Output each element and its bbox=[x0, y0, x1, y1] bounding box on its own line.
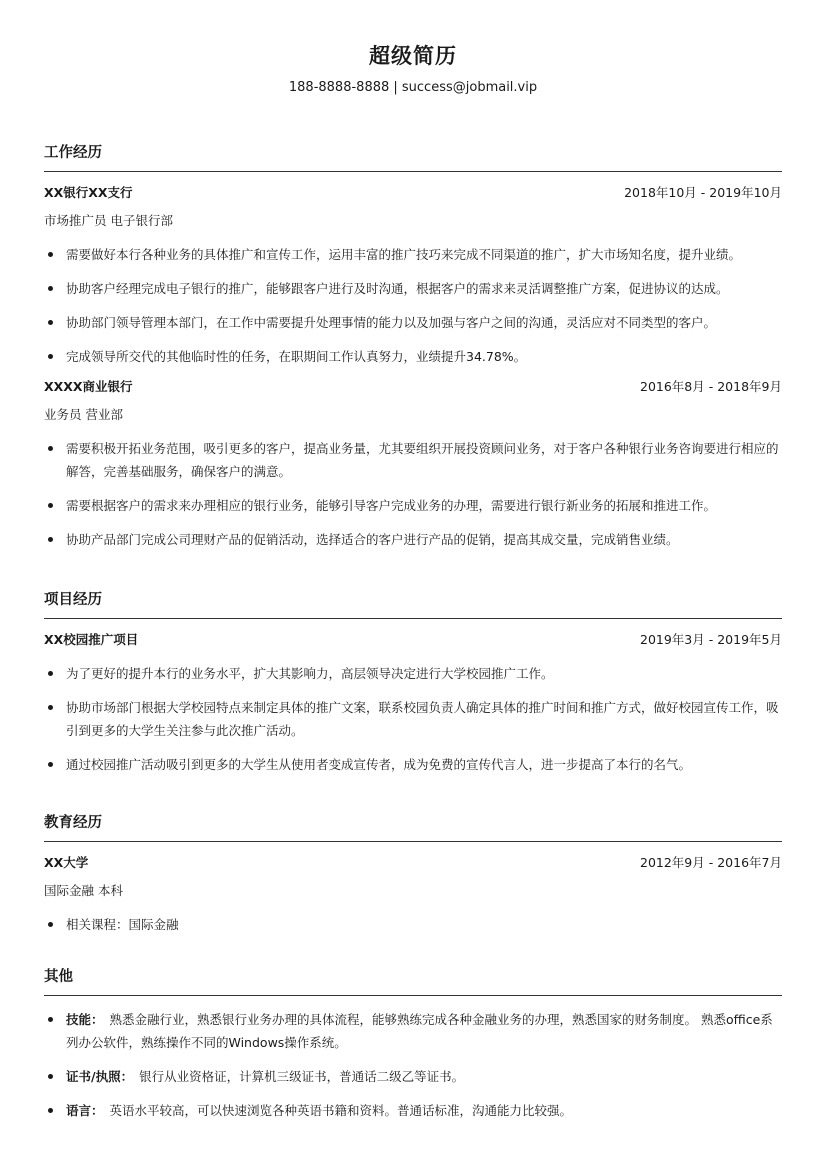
section-title: 教育经历 bbox=[44, 814, 782, 842]
bullet-item: 需要做好本行各种业务的具体推广和宣传工作，运用丰富的推广技巧来完成不同渠道的推广，扩大市场知名度，提升业绩。 bbox=[44, 243, 782, 266]
bullet-item: 协助市场部门根据大学校园特点来制定具体的推广文案，联系校园负责人确定具体的推广时间和推广方式，做好校园宣传工作，吸引到更多的大学生关注参与此次推广活动。 bbox=[44, 696, 782, 742]
bullet-item bbox=[44, 1099, 782, 1122]
bullet-item: 协助客户经理完成电子银行的推广，能够跟客户进行及时沟通，根据客户的需求来灵活调整推广方案，促进协议的达成。 bbox=[44, 277, 782, 300]
bullet-list bbox=[44, 243, 782, 368]
entry-role: 国际金融 本科 bbox=[44, 883, 123, 898]
item-label: 语言： bbox=[66, 1103, 104, 1118]
item-text: 英语水平较高，可以快速浏览各种英语书籍和资料。普通话标准，沟通能力比较强。 bbox=[109, 1103, 573, 1118]
entry-date: 2018年10月 - 2019年10月 bbox=[624, 185, 782, 200]
bullet-item: 协助产品部门完成公司理财产品的促销活动，选择适合的客户进行产品的促销，提高其成交量，完成销售业绩。 bbox=[44, 528, 782, 551]
bullet-list bbox=[44, 1008, 782, 1122]
section-title: 项目经历 bbox=[44, 591, 782, 619]
entry-org: XX大学 bbox=[44, 855, 89, 870]
entry-role: 市场推广员 电子银行部 bbox=[44, 213, 173, 228]
bullet-item bbox=[44, 1008, 782, 1054]
entry-date: 2019年3月 - 2019年5月 bbox=[640, 632, 782, 647]
item-text: 银行从业资格证，计算机三级证书，普通话二级乙等证书。 bbox=[139, 1069, 465, 1084]
bullet-list bbox=[44, 913, 782, 936]
resume-name: 超级简历 bbox=[369, 44, 457, 68]
item-text: 熟悉金融行业，熟悉银行业务办理的具体流程，能够熟练完成各种金融业务的办理，熟悉国家的财务制度。 熟悉office系列办公软件，熟练操作不同的Windows操作系统。 bbox=[66, 1012, 773, 1050]
entry-header bbox=[44, 855, 782, 871]
other-section bbox=[44, 968, 782, 1133]
bullet-item: 协助部门领导管理本部门，在工作中需要提升处理事情的能力以及加强与客户之间的沟通，灵活应对不同类型的客户。 bbox=[44, 311, 782, 334]
bullet-item: 相关课程：国际金融 bbox=[44, 913, 782, 936]
bullet-item: 为了更好的提升本行的业务水平，扩大其影响力，高层领导决定进行大学校园推广工作。 bbox=[44, 662, 782, 685]
entry-header bbox=[44, 185, 782, 201]
bullet-item bbox=[44, 1065, 782, 1088]
contact-line: 188-8888-8888 | success@jobmail.vip bbox=[288, 80, 538, 95]
entry-date: 2016年8月 - 2018年9月 bbox=[640, 379, 782, 394]
entry-role: 业务员 营业部 bbox=[44, 407, 123, 422]
section-title: 工作经历 bbox=[44, 144, 782, 172]
bullet-list bbox=[44, 437, 782, 551]
item-label: 技能： bbox=[66, 1012, 104, 1027]
entry-org: XXXX商业银行 bbox=[44, 379, 133, 394]
entry-header bbox=[44, 632, 782, 648]
entry-header bbox=[44, 379, 782, 395]
entry-org: XX银行XX支行 bbox=[44, 185, 133, 200]
education-section bbox=[44, 814, 782, 947]
section-title: 其他 bbox=[44, 968, 782, 996]
bullet-item: 完成领导所交代的其他临时性的任务，在职期间工作认真努力，业绩提升34.78%。 bbox=[44, 345, 782, 368]
bullet-item: 需要根据客户的需求来办理相应的银行业务，能够引导客户完成业务的办理，需要进行银行新业务的拓展和推进工作。 bbox=[44, 494, 782, 517]
bullet-item: 需要积极开拓业务范围，吸引更多的客户，提高业务量，尤其要组织开展投资顾问业务，对于客户各种银行业务咨询要进行相应的解答，完善基础服务，确保客户的满意。 bbox=[44, 437, 782, 483]
entry-org: XX校园推广项目 bbox=[44, 632, 139, 647]
bullet-list bbox=[44, 662, 782, 776]
work-section bbox=[44, 144, 782, 562]
item-label: 证书/执照： bbox=[66, 1069, 134, 1084]
project-section bbox=[44, 591, 782, 787]
bullet-item: 通过校园推广活动吸引到更多的大学生从使用者变成宣传者，成为免费的宣传代言人，进一步提高了本行的名气。 bbox=[44, 753, 782, 776]
entry-date: 2012年9月 - 2016年7月 bbox=[640, 855, 782, 870]
